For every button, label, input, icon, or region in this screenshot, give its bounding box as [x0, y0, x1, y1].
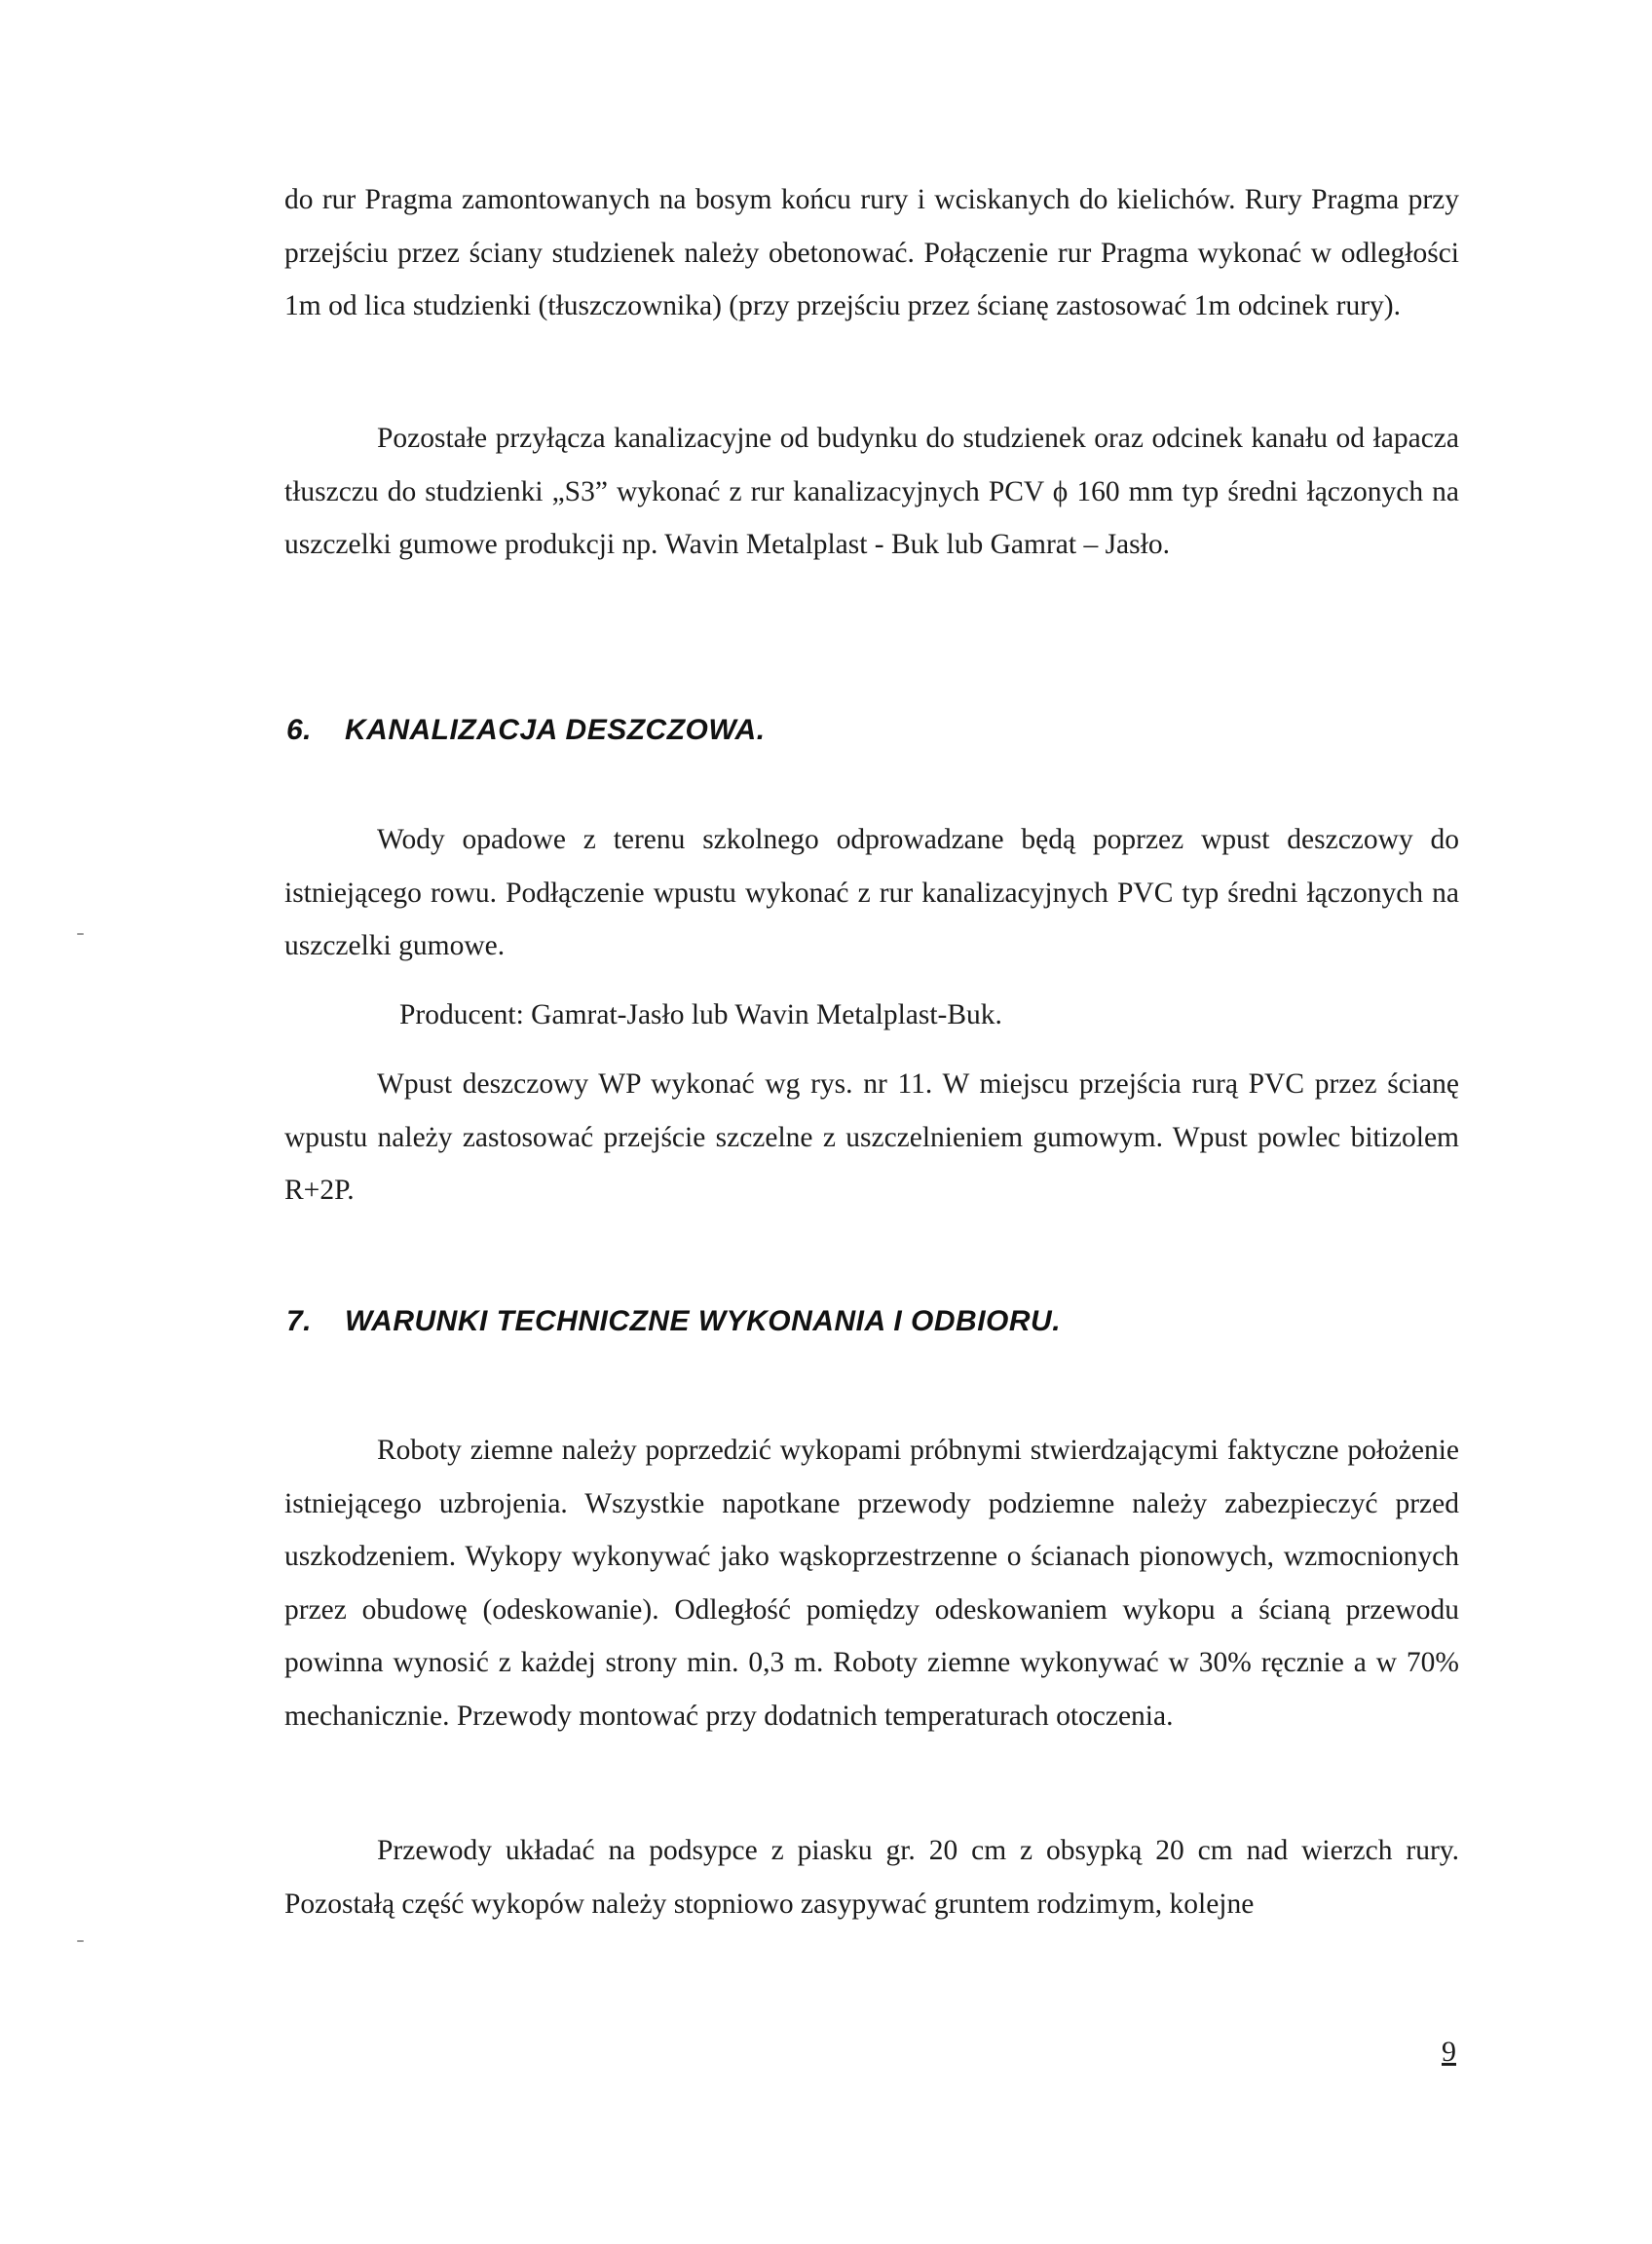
paragraph-earthworks: Roboty ziemne należy poprzedzić wykopami próbnymi stwierdzającymi faktyczne położenie istniejącego uzbrojenia. Wszystkie napotkane przewody podziemne należy zabezpieczyć przed uszkodzeniem. Wykopy wykonywać jako wąskoprzestrzenne o ścianach pionowych, wzmocnionych przez obudowę (odeskowanie). Odległość pomiędzy odeskowaniem wykopu a ścianą przewodu powinna wynosić z każdej strony min. 0,3 m. Roboty ziemne wykonywać w 30% ręcznie a w 70% mechanicznie. Przewody montować przy dodatnich temperaturach otoczenia. [284, 1435, 1459, 1732]
page-number: 9 [1442, 2036, 1456, 2068]
section-title-6: KANALIZACJA DESZCZOWA. [345, 714, 766, 746]
section-heading-7 [286, 1305, 1061, 1338]
section-heading-6 [286, 714, 766, 747]
paragraph-producer: Producent: Gamrat-Jasło lub Wavin Metalplast-Buk. [399, 999, 1002, 1030]
section-number-6: 6. [286, 714, 313, 746]
scan-speck [77, 1940, 84, 1942]
section-number-7: 7. [286, 1305, 313, 1337]
scan-speck [77, 933, 84, 935]
paragraph-rain-inlet: Wpust deszczowy WP wykonać wg rys. nr 11. W miejscu przejścia rurą PVC przez ścianę wpustu należy zastosować przejście szczelne z uszczelnieniem gumowym. Wpust powlec bitizolem R+2P. [284, 1068, 1459, 1206]
paragraph-pipe-laying: Przewody układać na podsypce z piasku gr. 20 cm z obsypką 20 cm nad wierzch rury. Pozostałą część wykopów należy stopniowo zasypywać gruntem rodzimym, kolejne [284, 1835, 1459, 1920]
paragraph-other-connections: Pozostałe przyłącza kanalizacyjne od budynku do studzienek oraz odcinek kanału od łapacza tłuszczu do studzienki „S3” wykonać z rur kanalizacyjnych PCV ϕ 160 mm typ średni łączonych na uszczelki gumowe produkcji np. Wavin Metalplast - Buk lub Gamrat – Jasło. [284, 423, 1459, 560]
section-title-7: WARUNKI TECHNICZNE WYKONANIA I ODBIORU. [345, 1305, 1062, 1337]
paragraph-rainwater: Wody opadowe z terenu szkolnego odprowadzane będą poprzez wpust deszczowy do istniejącego rowu. Podłączenie wpustu wykonać z rur kanalizacyjnych PVC typ średni łączonych na uszczelki gumowe. [284, 824, 1459, 961]
paragraph-pragma-connection: do rur Pragma zamontowanych na bosym końcu rury i wciskanych do kielichów. Rury Pragma przy przejściu przez ściany studzienek należy obetonować. Połączenie rur Pragma wykonać w odległości 1m od lica studzienki (tłuszczownika) (przy przejściu przez ścianę zastosować 1m odcinek rury). [284, 184, 1459, 321]
